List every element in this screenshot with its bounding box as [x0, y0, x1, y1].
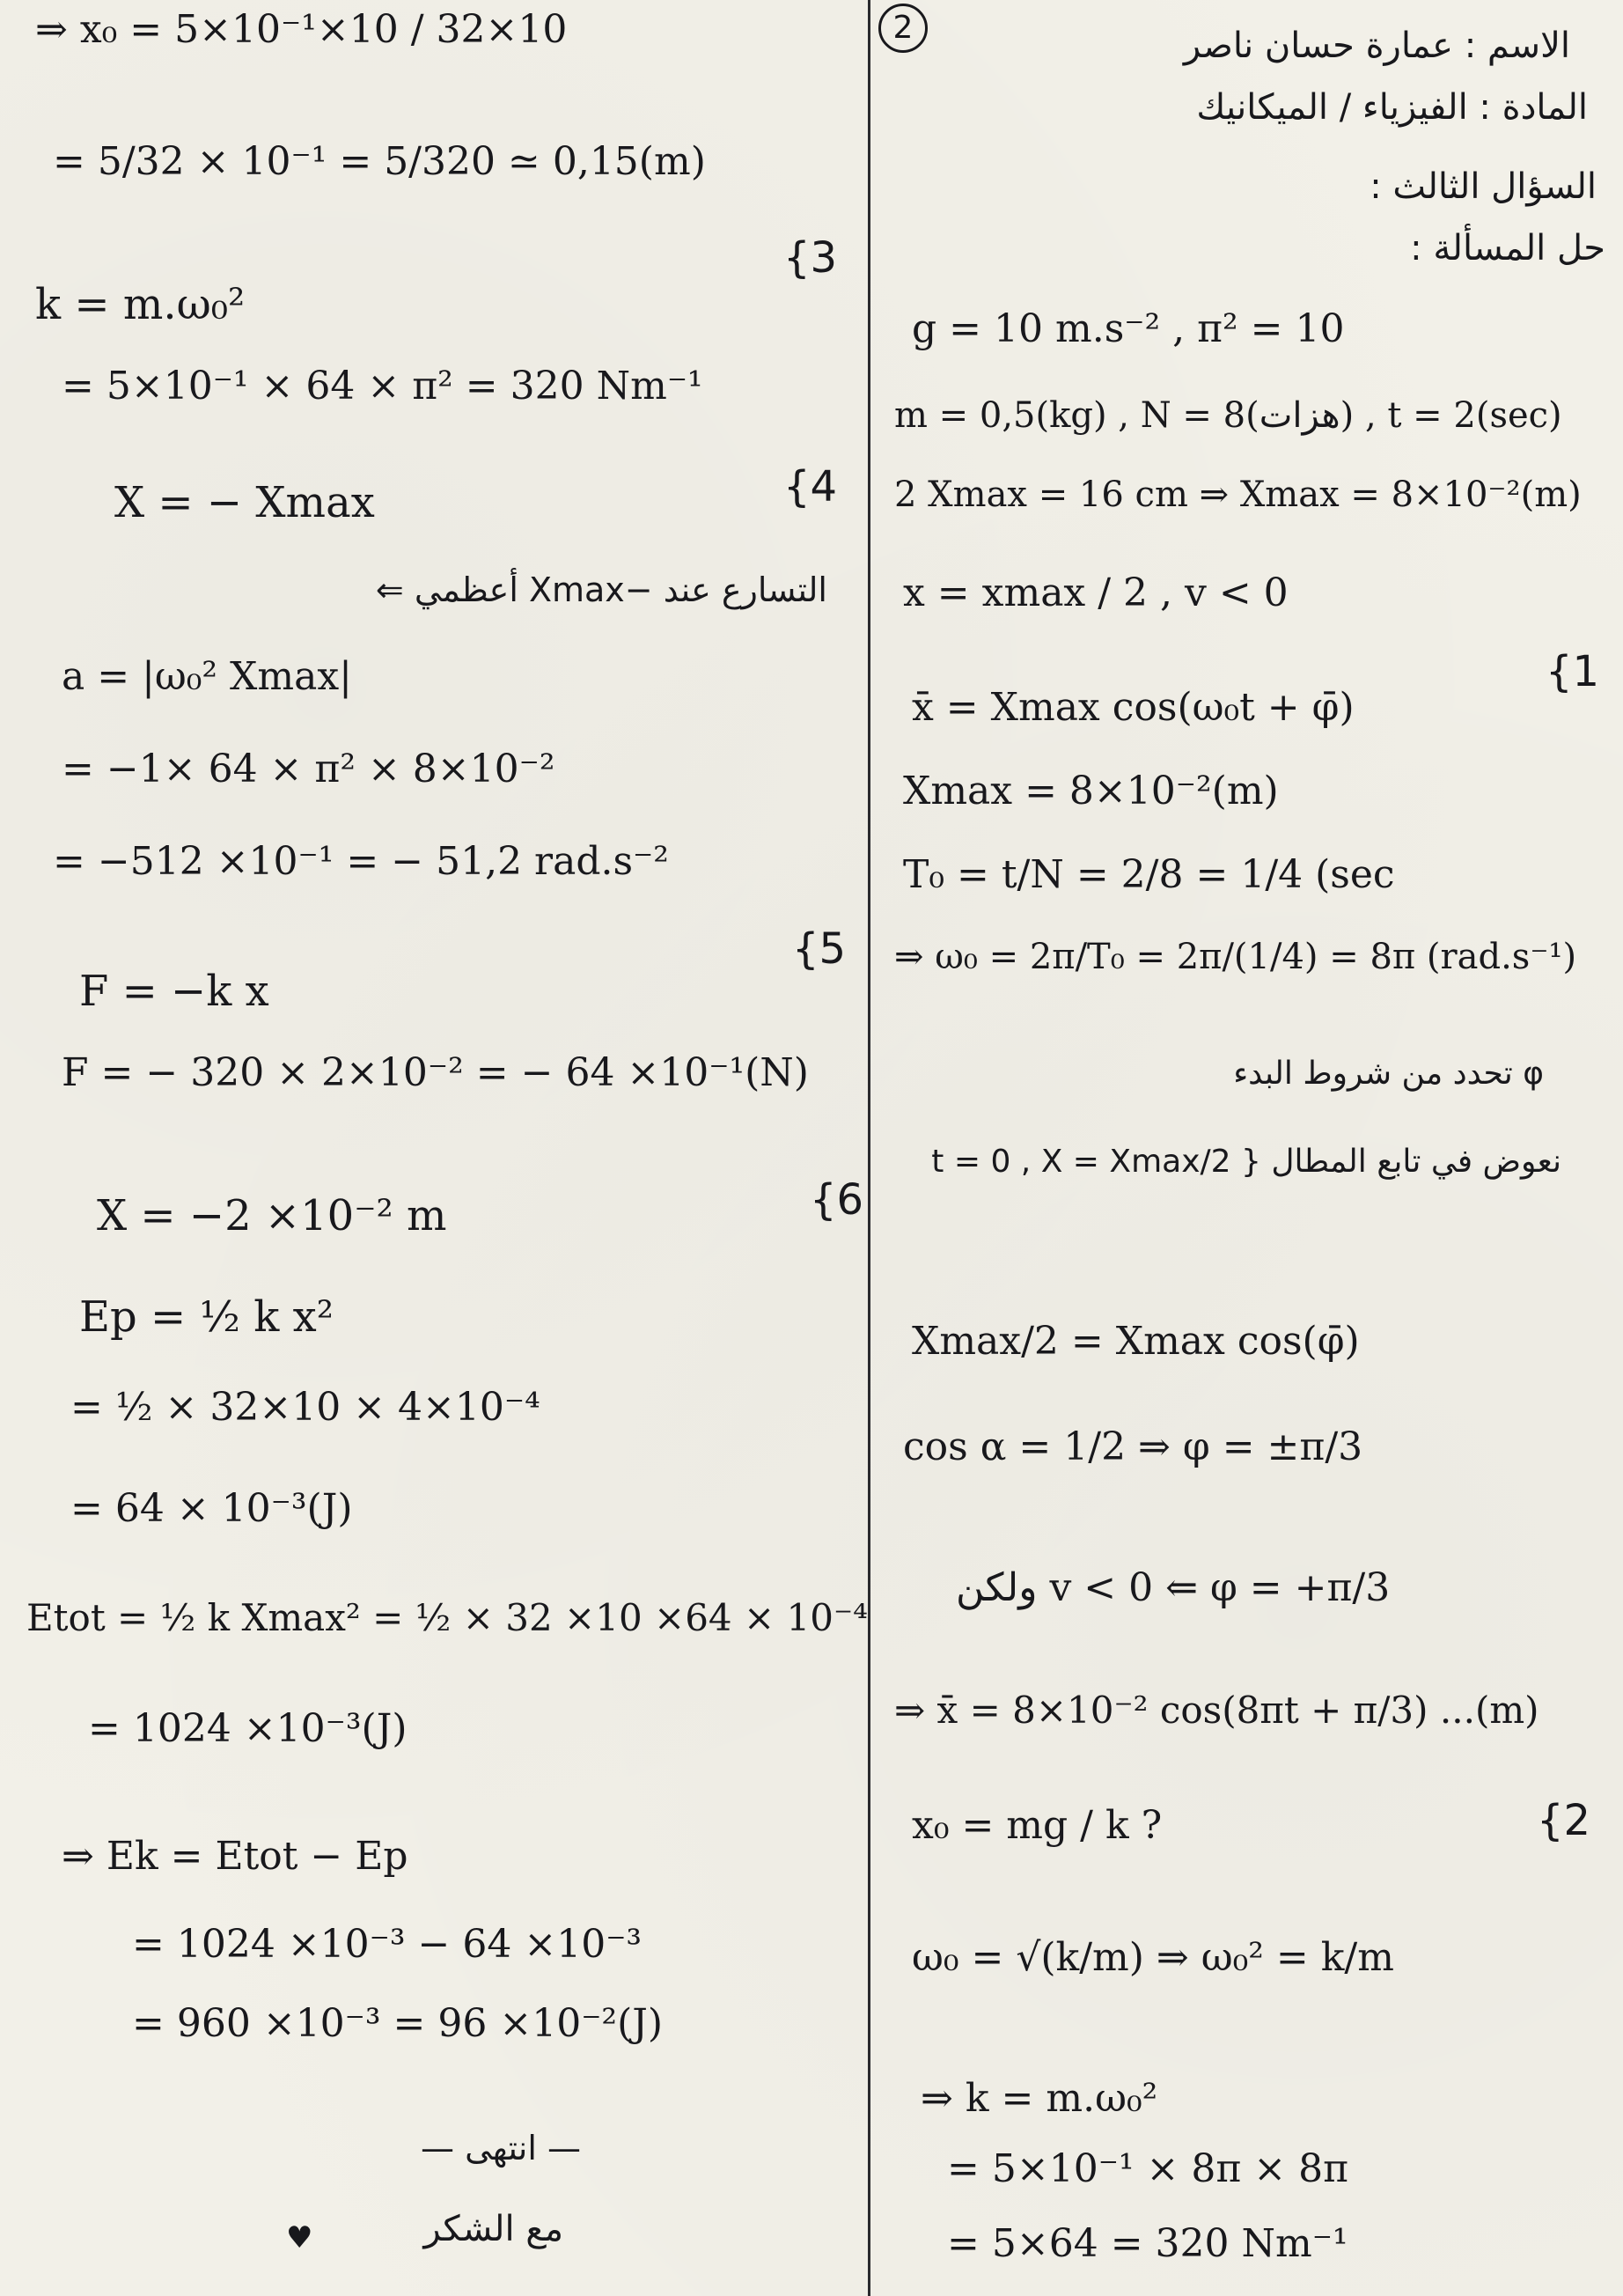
end-note: — انتهى —: [421, 2129, 581, 2167]
math-line: F = −k x: [79, 967, 269, 1016]
math-line: ولكن v < 0 ⇐ φ = +π/3: [956, 1565, 1391, 1610]
math-line: T₀ = t/N = 2/8 = 1/4 (sec: [903, 852, 1395, 897]
math-line: cos α = 1/2 ⇒ φ = ±π/3: [903, 1424, 1363, 1469]
math-line: x = xmax / 2 , v < 0: [903, 570, 1289, 615]
math-line: ⇒ x̄ = 8×10⁻² cos(8πt + π/3) ...(m): [894, 1689, 1539, 1732]
math-line: = 1024 ×10⁻³(J): [88, 1706, 408, 1751]
math-line: نعوض في تابع المطال { t = 0 , X = Xmax/2: [931, 1144, 1561, 1180]
math-line: Xmax/2 = Xmax cos(φ̄): [912, 1319, 1360, 1364]
math-line: ⇒ k = m.ω₀²: [921, 2076, 1158, 2121]
math-line: g = 10 m.s⁻² , π² = 10: [912, 306, 1345, 351]
student-name: الاسم : عمارة حسان ناصر: [1183, 26, 1570, 66]
part-marker: {1: [1546, 647, 1600, 696]
math-line: F = − 320 × 2×10⁻² = − 64 ×10⁻¹(N): [62, 1050, 809, 1095]
math-line: ⇒ x₀ = 5×10⁻¹×10 / 32×10: [35, 7, 568, 52]
question-line: السؤال الثالث :: [1370, 166, 1597, 207]
math-line: = −1× 64 × π² × 8×10⁻²: [62, 747, 555, 791]
math-line: = ½ × 32×10 × 4×10⁻⁴: [70, 1385, 540, 1430]
math-line: = 5/32 × 10⁻¹ = 5/320 ≃ 0,15(m): [53, 139, 706, 184]
solution-line: حل المسألة :: [1410, 228, 1605, 269]
math-line: X = −2 ×10⁻² m: [97, 1191, 447, 1240]
page-number: 2: [878, 4, 928, 53]
part-marker: {3: [783, 233, 838, 283]
thanks-note: مع الشكر: [423, 2209, 563, 2249]
math-line: X = − Xmax: [114, 478, 375, 527]
subject-line: المادة : الفيزياء / الميكانيك: [1196, 87, 1588, 128]
math-line: = 1024 ×10⁻³ − 64 ×10⁻³: [132, 1922, 643, 1967]
math-line: x̄ = Xmax cos(ω₀t + φ̄): [912, 685, 1355, 730]
math-line: = 64 × 10⁻³(J): [70, 1486, 353, 1531]
math-line: = 5×10⁻¹ × 8π × 8π: [947, 2146, 1349, 2191]
math-line: a = |ω₀² Xmax|: [62, 654, 352, 699]
part-marker: {4: [783, 462, 838, 511]
right-column: [877, 0, 1623, 2296]
math-line: ⇒ ω₀ = 2π/T₀ = 2π/(1/4) = 8π (rad.s⁻¹): [894, 937, 1577, 977]
math-line: = −512 ×10⁻¹ = − 51,2 rad.s⁻²: [53, 839, 669, 884]
heart-icon: ♥: [286, 2220, 313, 2256]
math-line: ω₀ = √(k/m) ⇒ ω₀² = k/m: [912, 1935, 1394, 1980]
math-line: = 960 ×10⁻³ = 96 ×10⁻²(J): [132, 2001, 664, 2046]
math-line: ⇒ Ek = Etot − Ep: [62, 1834, 408, 1879]
math-line: التسارع عند −Xmax أعظمي ⇐: [375, 570, 827, 609]
part-marker: {5: [792, 924, 847, 974]
math-line: = 5×10⁻¹ × 64 × π² = 320 Nm⁻¹: [62, 364, 703, 408]
math-line: φ تحدد من شروط البدء: [1233, 1056, 1544, 1092]
math-line: Etot = ½ k Xmax² = ½ × 32 ×10 ×64 × 10⁻⁴: [26, 1596, 868, 1639]
math-line: x₀ = mg / k ?: [912, 1803, 1163, 1848]
math-line: Xmax = 8×10⁻²(m): [903, 769, 1279, 813]
math-line: Ep = ½ k x²: [79, 1292, 334, 1342]
math-line: = 5×64 = 320 Nm⁻¹: [947, 2221, 1348, 2266]
math-line: k = m.ω₀²: [35, 280, 246, 329]
column-divider: [868, 0, 870, 2296]
part-marker: {6: [810, 1175, 864, 1225]
math-line: m = 0,5(kg) , N = 8(هزات) , t = 2(sec): [894, 395, 1562, 436]
math-line: 2 Xmax = 16 cm ⇒ Xmax = 8×10⁻²(m): [894, 475, 1582, 515]
part-marker: {2: [1537, 1796, 1591, 1845]
